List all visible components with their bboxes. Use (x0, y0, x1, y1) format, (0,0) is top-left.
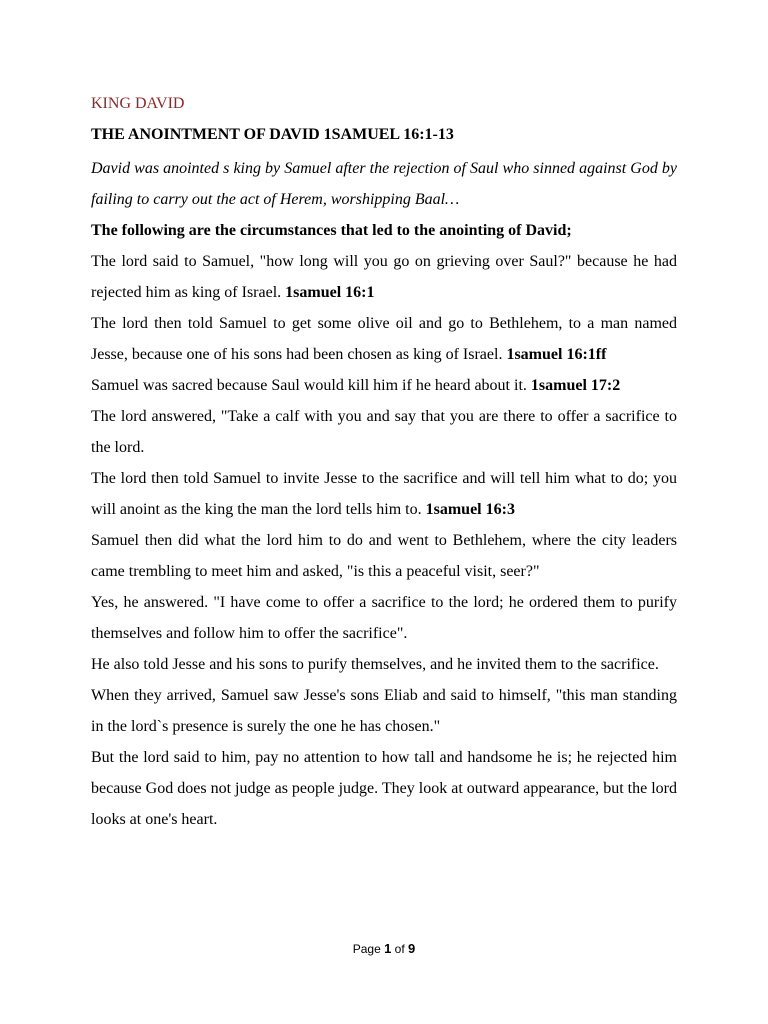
scripture-reference: 1samuel 17:2 (530, 377, 621, 394)
paragraph (91, 680, 677, 742)
paragraph-text: Yes, he answered. "I have come to offer a sacrifice to the lord; he ordered them to purify themselves and follow him to offer the sacrifice". (91, 594, 677, 642)
paragraph-list (91, 153, 677, 835)
paragraph (91, 308, 677, 370)
paragraph (91, 463, 677, 525)
paragraph (91, 215, 677, 246)
paragraph-text: The following are the circumstances that led to the anointing of David; (91, 222, 572, 239)
paragraph (91, 742, 677, 835)
paragraph-text: The lord then told Samuel to get some olive oil and go to Bethlehem, to a man named Jesse, because one of his sons had been chosen as king of Israel. (91, 315, 677, 363)
page-label: Page (352, 942, 381, 956)
paragraph (91, 246, 677, 308)
paragraph-text: Samuel then did what the lord him to do and went to Bethlehem, where the city leaders came trembling to meet him and asked, "is this a peaceful visit, seer?" (91, 532, 677, 580)
paragraph (91, 401, 677, 463)
paragraph (91, 153, 677, 215)
paragraph (91, 370, 677, 401)
scripture-reference: 1samuel 16:1 (285, 284, 375, 301)
of-label: of (394, 942, 405, 956)
scripture-reference: 1samuel 16:3 (425, 501, 515, 518)
paragraph (91, 587, 677, 649)
paragraph-text: The lord answered, "Take a calf with you and say that you are there to offer a sacrifice to the lord. (91, 408, 677, 456)
scripture-reference: 1samuel 16:1ff (506, 346, 607, 363)
paragraph-text: Samuel was sacred because Saul would kill him if he heard about it. (91, 377, 527, 394)
document-subheading: THE ANOINTMENT OF DAVID 1SAMUEL 16:1-13 (91, 126, 454, 143)
document-page (91, 91, 677, 835)
paragraph-text: But the lord said to him, pay no attention to how tall and handsome he is; he rejected him because God does not judge as people judge. They look at outward appearance, but the lord looks at one's heart. (91, 749, 677, 828)
paragraph (91, 525, 677, 587)
paragraph-text: He also told Jesse and his sons to purify themselves, and he invited them to the sacrifice. (91, 656, 659, 673)
paragraph-text: The lord then told Samuel to invite Jesse to the sacrifice and will tell him what to do; you will anoint as the king the man the lord tells him to. (91, 470, 677, 518)
document-heading: KING DAVID (91, 95, 185, 112)
current-page-number: 1 (384, 941, 392, 956)
paragraph (91, 649, 677, 680)
total-pages-number: 9 (408, 941, 416, 956)
paragraph-text: The lord said to Samuel, "how long will you go on grieving over Saul?" because he had rejected him as king of Israel. (91, 253, 677, 301)
paragraph-text: When they arrived, Samuel saw Jesse's sons Eliab and said to himself, "this man standing in the lord`s presence is surely the one he has chosen." (91, 687, 677, 735)
page-footer (0, 941, 768, 956)
paragraph-text: David was anointed s king by Samuel after the rejection of Saul who sinned against God by failing to carry out the act of Herem, worshipping Baal… (91, 160, 677, 208)
